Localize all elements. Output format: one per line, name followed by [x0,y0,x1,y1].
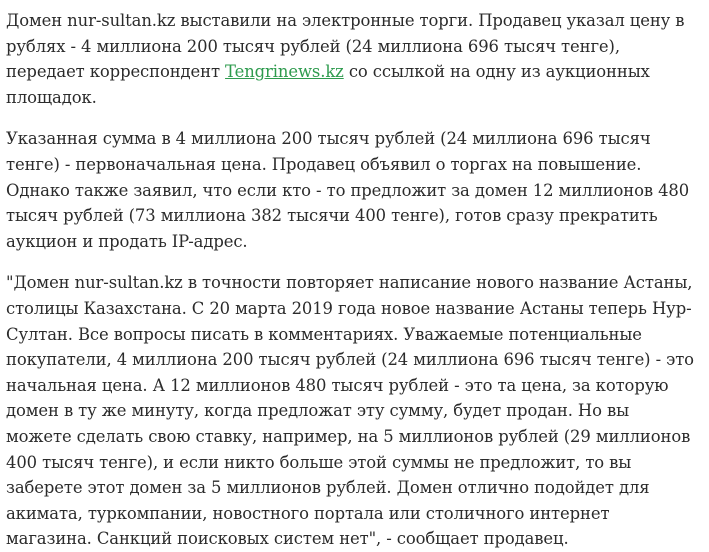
paragraph-1 [6,8,697,110]
paragraph-2: Указанная сумма в 4 миллиона 200 тысяч рублей (24 миллиона 696 тысяч тенге) - первоначальная цена. Продавец объявил о торгах на повышение. Однако также заявил, что если кто - то предложит за домен 12 миллионов 480 тысяч рублей (73 миллиона 382 тысячи 400 тенге), готов сразу прекратить аукцион и продать IP-адрес. [6,129,690,251]
tengrinews-link[interactable]: Tengrinews.kz [225,62,344,82]
paragraph-3-quote: "Домен nur-sultan.kz в точности повторяет написание нового название Астаны, столицы Казахстана. С 20 марта 2019 года новое название Астаны теперь Нур-Султан. Все вопросы писать в комментариях. Уважаемые потенциальные покупатели, 4 миллиона 200 тысяч рублей (24 миллиона 696 тысяч тенге) - это начальная цена. А 12 миллионов 480 тысяч рублей - это та цена, за которую домен в ту же минуту, когда предложат эту сумму, будет продан. Но вы можете сделать свою ставку, например, на 5 миллионов рублей (29 миллионов 400 тысяч тенге), и если никто больше этой суммы не предложит, то вы заберете этот домен за 5 миллионов рублей. Домен отлично подойдет для акимата, туркомпании, новостного портала или столичного интернет магазина. Санкций поисковых систем нет", - сообщает продавец. [6,273,694,549]
paragraph-1-text-end: со ссылкой на одну из аукционных площадок. [6,62,650,107]
paragraph-1-text-start: Домен nur-sultan.kz выставили на электронные торги. Продавец указал цену в рублях - 4 миллиона 200 тысяч рублей (24 миллиона 696 тысяч тенге), передает корреспондент [6,11,685,82]
